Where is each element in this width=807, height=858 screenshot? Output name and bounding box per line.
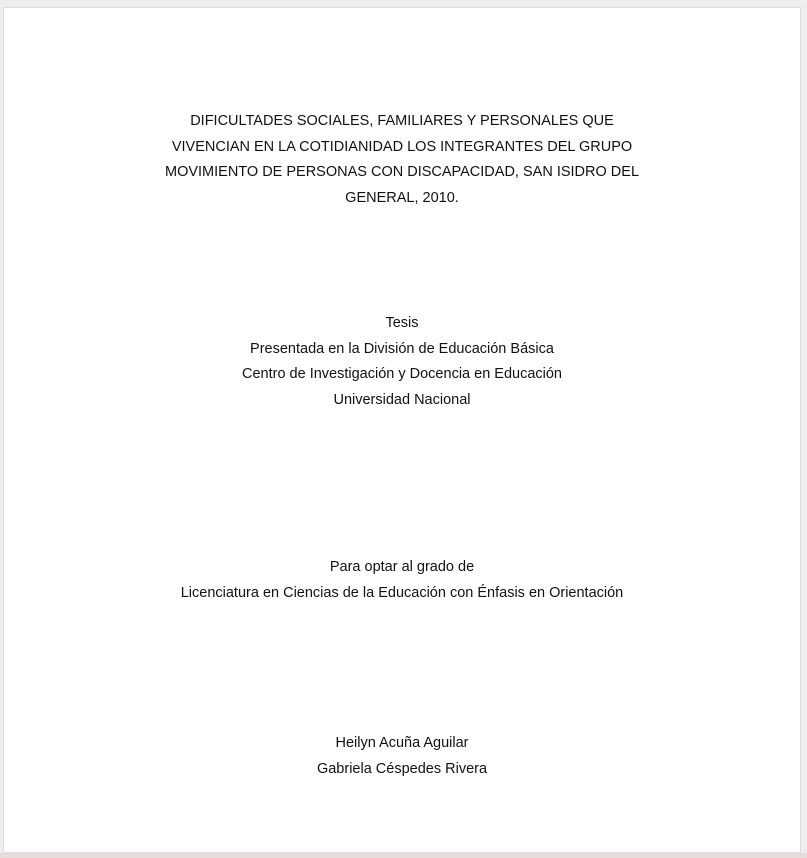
thesis-label: Tesis (385, 315, 419, 331)
author-1: Heilyn Acuña Aguilar (335, 735, 469, 751)
title-line-3: MOVIMIENTO DE PERSONAS CON DISCAPACIDAD, SAN ISIDRO DEL (164, 164, 640, 180)
thesis-info (4, 311, 800, 413)
degree-info (4, 555, 800, 606)
document-page (3, 7, 801, 853)
degree-intro: Para optar al grado de (329, 559, 475, 575)
author-2: Gabriela Céspedes Rivera (316, 760, 488, 777)
university-line: Universidad Nacional (333, 391, 471, 408)
page-bottom-edge (0, 853, 807, 858)
thesis-title (4, 109, 800, 211)
authors (4, 731, 800, 782)
title-line-2: VIVENCIAN EN LA COTIDIANIDAD LOS INTEGRANTES DEL GRUPO (171, 138, 633, 155)
center-line: Centro de Investigación y Docencia en Educación (242, 366, 562, 382)
title-line-1: DIFICULTADES SOCIALES, FAMILIARES Y PERSONALES QUE (190, 113, 614, 129)
degree-name: Licenciatura en Ciencias de la Educación con Énfasis en Orientación (180, 584, 624, 601)
division-line: Presentada en la División de Educación Básica (250, 340, 554, 357)
title-line-4: GENERAL, 2010. (345, 189, 459, 206)
